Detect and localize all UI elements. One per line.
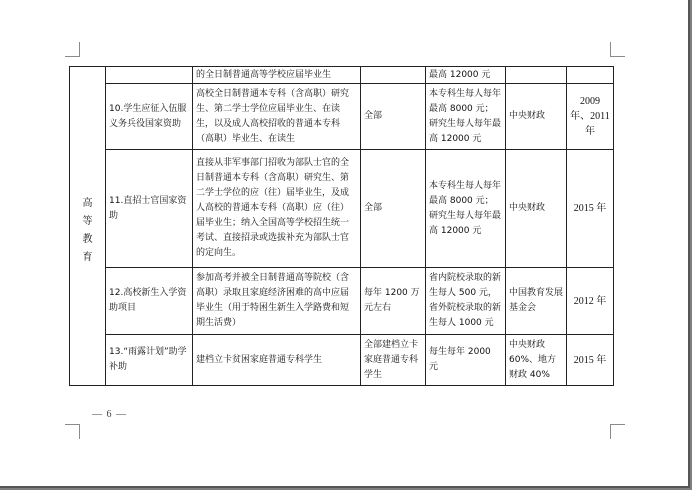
crop-mark-bottom-right [610,424,625,439]
target-cell: 直接从非军事部门招收为部队士官的全日制普通本专科（含高职）研究生、第二学士学位的应（往）届毕业生，及成人高校的普通本专科（高职）应（往）届毕业生；纳入全国高等学校招生统一考试、直接招录或选拔补充为部队士官的定向生。 [193,150,361,268]
page-number: — 6 — [92,409,127,420]
year-cell: 2015 年 [567,150,614,268]
scope-cell: 全部 [361,84,426,150]
standard-cell: 本专科生每人每年最高 8000 元；研究生每人每年最高 12000 元 [426,150,506,268]
scope-cell: 全部建档立卡家庭普通专科学生 [361,335,426,386]
category-char: 等 [82,216,93,227]
project-name-cell: 11.直招士官国家资助 [106,150,193,268]
category-char: 高 [82,198,93,209]
scope-cell [361,67,426,84]
scope-cell: 全部 [361,150,426,268]
table-row [70,67,614,84]
table-row [70,335,614,386]
scope-cell: 每年 1200 万元左右 [361,268,426,335]
category-char: 育 [82,252,93,263]
crop-mark-bottom-left [65,424,80,439]
target-cell: 建档立卡贫困家庭普通专科学生 [193,335,361,386]
standard-cell: 最高 12000 元 [426,67,506,84]
crop-mark-top-right [610,42,625,57]
table-row [70,84,614,150]
crop-mark-top-left [65,42,80,57]
category-cell [70,67,106,386]
year-cell: 2009 年、2011 年 [567,84,614,150]
project-name-cell: 10.学生应征入伍服义务兵役国家资助 [106,84,193,150]
aid-policy-table [69,66,614,386]
table-row [70,150,614,268]
funding-cell: 中央财政 [506,84,567,150]
funding-cell: 中央财政 60%、地方财政 40% [506,335,567,386]
project-name-cell: 13.“雨露计划”助学补助 [106,335,193,386]
standard-cell: 每生每年 2000 元 [426,335,506,386]
standard-cell: 省内院校录取的新生每人 500 元，省外院校录取的新生每人 1000 元 [426,268,506,335]
project-name-cell: 12.高校新生入学资助项目 [106,268,193,335]
year-cell [567,67,614,84]
year-cell: 2015 年 [567,335,614,386]
target-cell: 高校全日制普通本专科（含高职）研究生、第二学士学位应届毕业生、在读生，以及成人高校招收的普通本专科（高职）毕业生、在读生 [193,84,361,150]
project-name-cell [106,67,193,84]
funding-cell [506,67,567,84]
category-char: 教 [82,234,93,245]
table-row [70,268,614,335]
funding-cell: 中国教育发展基金会 [506,268,567,335]
funding-cell: 中央财政 [506,150,567,268]
target-cell: 的全日制普通高等学校应届毕业生 [193,67,361,84]
target-cell: 参加高考并被全日制普通高等院校（含高职）录取且家庭经济困难的高中应届毕业生（用于特困生新生入学路费和短期生活费） [193,268,361,335]
standard-cell: 本专科生每人每年最高 8000 元；研究生每人每年最高 12000 元 [426,84,506,150]
year-cell: 2012 年 [567,268,614,335]
